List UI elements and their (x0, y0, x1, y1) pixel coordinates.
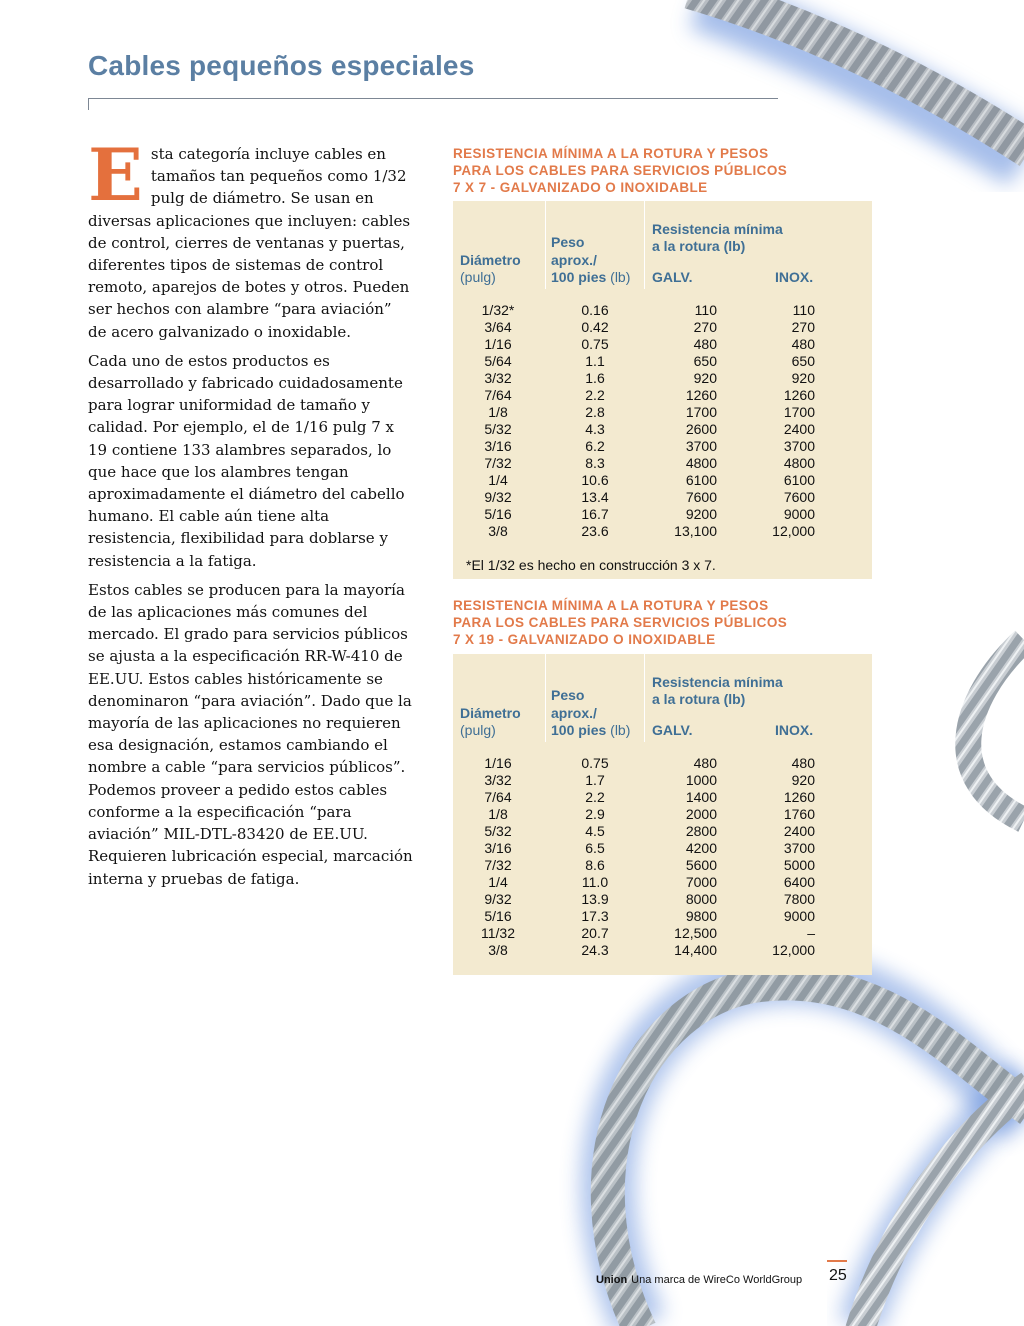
cell-inox: 650 (791, 353, 815, 369)
cell-inox: 920 (791, 370, 815, 386)
cell-inox: 920 (791, 772, 815, 788)
cell-diametro: 1/8 (488, 806, 508, 822)
cell-galv: 270 (693, 319, 717, 335)
cell-galv: 8000 (685, 891, 717, 907)
cell-diametro: 3/16 (484, 840, 512, 856)
cell-galv: 5600 (685, 857, 717, 873)
cell-diametro: 3/8 (488, 523, 508, 539)
cell-peso: 13.4 (581, 489, 609, 505)
table2-header-lb: (lb) (610, 722, 631, 738)
table1 (453, 201, 872, 579)
dropcap: E (88, 132, 143, 217)
page-number: 25 (829, 1267, 847, 1284)
cell-diametro: 11/32 (481, 925, 515, 941)
cell-galv: 1000 (685, 772, 717, 788)
cell-inox: 7600 (783, 489, 815, 505)
table-row (453, 438, 872, 455)
table2-header-100pies (551, 722, 630, 739)
cell-inox: 4800 (783, 455, 815, 471)
table-row (453, 404, 872, 421)
footer-accent-rule (827, 1260, 847, 1262)
cell-peso: 2.8 (585, 404, 605, 420)
cell-inox: 1260 (783, 387, 815, 403)
cell-peso: 2.9 (585, 806, 605, 822)
cell-inox: 3700 (783, 840, 815, 856)
cell-peso: 0.16 (581, 302, 609, 318)
cell-galv: 480 (693, 755, 717, 771)
cell-diametro: 7/32 (484, 857, 512, 873)
table1-header-aprox: aprox./ (551, 252, 597, 268)
table1-header-resistencia: Resistencia mínima (652, 221, 783, 237)
cell-diametro: 1/4 (488, 874, 508, 890)
cell-diametro: 3/8 (488, 942, 508, 958)
table2-header-peso: Peso (551, 687, 585, 703)
cell-inox: 1260 (783, 789, 815, 805)
footer-tagline: Una marca de WireCo WorldGroup (631, 1274, 803, 1286)
table-row (453, 891, 872, 908)
cell-galv: 2600 (685, 421, 717, 437)
table-row (453, 874, 872, 891)
table-row (453, 755, 872, 772)
table2-heading-line: PARA LOS CABLES PARA SERVICIOS PÚBLICOS (453, 615, 788, 630)
cell-galv: 1700 (685, 404, 717, 420)
cell-peso: 1.1 (585, 353, 605, 369)
body-text (88, 132, 414, 897)
table-row (453, 336, 872, 353)
cell-inox: 1700 (783, 404, 815, 420)
paragraph-3: Estos cables se producen para la mayoría de las aplicaciones más comunes del mercado. El grado para servicios públicos se ajusta a la especificación RR-W-410 de EE.UU. Estos cables históricamente se denominaron “para aviación”. Dado que la mayoría de las aplicaciones no requieren esa designación, estamos cambiando el nombre a cable “para servicios públicos”. Podemos proveer a pedido estos cables conforme a la especificación “para aviación” MIL-DTL-83420 de EE.UU. Requieren lubricación especial, marcación interna y pruebas de fatiga. (88, 580, 413, 888)
table1-header-pulg: (pulg) (460, 269, 496, 285)
table1-note: *El 1/32 es hecho en construcción 3 x 7. (466, 557, 716, 573)
table2-heading (453, 597, 787, 648)
cell-diametro: 5/64 (484, 353, 512, 369)
cell-galv: 7600 (685, 489, 717, 505)
cell-diametro: 3/64 (484, 319, 512, 335)
table1-header-resistencia-2: a la rotura (lb) (652, 238, 746, 254)
cell-diametro: 1/8 (488, 404, 508, 420)
cell-peso: 8.3 (585, 455, 605, 471)
cell-peso: 4.5 (585, 823, 605, 839)
table1-heading-line: RESISTENCIA MÍNIMA A LA ROTURA Y PESOS (453, 146, 769, 161)
table-row (453, 925, 872, 942)
cell-peso: 16.7 (581, 506, 609, 522)
table-row (453, 840, 872, 857)
cell-peso: 6.2 (585, 438, 605, 454)
title-rule-tick (88, 98, 89, 110)
cell-diametro: 5/16 (484, 506, 512, 522)
table2-header-resistencia-2: a la rotura (lb) (652, 691, 746, 707)
cell-galv: 1400 (685, 789, 717, 805)
cell-galv: 13,100 (674, 523, 717, 539)
cell-peso: 20.7 (581, 925, 609, 941)
cell-peso: 24.3 (581, 942, 609, 958)
cell-diametro: 1/4 (488, 472, 508, 488)
cell-peso: 8.6 (585, 857, 605, 873)
table1-divider (644, 201, 645, 289)
cell-diametro: 1/16 (484, 336, 512, 352)
cell-galv: 4200 (685, 840, 717, 856)
cell-galv: 2000 (685, 806, 717, 822)
footer (596, 1270, 802, 1288)
cell-galv: 7000 (685, 874, 717, 890)
cell-galv: 1260 (685, 387, 717, 403)
cell-inox: 2400 (783, 421, 815, 437)
cell-diametro: 3/32 (484, 370, 512, 386)
cell-peso: 0.75 (581, 336, 609, 352)
cell-peso: 6.5 (585, 840, 605, 856)
table-row (453, 523, 872, 540)
cell-galv: 650 (693, 353, 717, 369)
table-row (453, 455, 872, 472)
cell-peso: 13.9 (581, 891, 609, 907)
table-row (453, 370, 872, 387)
cell-peso: 4.3 (585, 421, 605, 437)
table-row (453, 942, 872, 959)
cell-peso: 17.3 (581, 908, 609, 924)
cell-inox: 12,000 (772, 523, 815, 539)
table-row (453, 506, 872, 523)
cell-diametro: 5/32 (484, 421, 512, 437)
table2-header-inox: INOX. (775, 722, 814, 738)
cell-diametro: 7/64 (484, 387, 512, 403)
table-row (453, 806, 872, 823)
cell-inox: 480 (791, 755, 815, 771)
page-title: Cables pequeños especiales (88, 50, 475, 81)
cell-peso: 23.6 (581, 523, 609, 539)
cell-inox: 5000 (783, 857, 815, 873)
table1-divider (545, 201, 546, 289)
table2-header-galv: GALV. (652, 722, 693, 738)
table2-header-100pies-text: 100 pies (551, 722, 607, 738)
table1-header-lb: (lb) (610, 269, 631, 285)
cell-inox: 9000 (783, 908, 815, 924)
table2 (453, 654, 872, 975)
cell-diametro: 3/16 (484, 438, 512, 454)
table-row (453, 823, 872, 840)
cell-galv: 480 (693, 336, 717, 352)
cell-diametro: 9/32 (484, 891, 512, 907)
footer-brand: Union (596, 1274, 628, 1286)
cell-peso: 2.2 (585, 789, 605, 805)
title-rule (88, 98, 778, 99)
cell-inox: 270 (791, 319, 815, 335)
cell-peso: 10.6 (581, 472, 609, 488)
cell-peso: 11.0 (581, 874, 609, 890)
cell-peso: 1.7 (585, 772, 605, 788)
table-row (453, 319, 872, 336)
paragraph-1-text: sta categoría incluye cables en tamaños tan pequeños como 1/32 pulg de diámetro. Se usan en diversas aplicaciones que incluyen: cables de control, cierres de ventanas y puertas, diferentes tipos de sistemas de control remoto, aparejos de botes y otros. Pueden ser hechos con alambre “para aviación” de acero galvanizado o inoxidable. (88, 145, 411, 341)
cell-peso: 0.75 (581, 755, 609, 771)
table1-heading-line: PARA LOS CABLES PARA SERVICIOS PÚBLICOS (453, 163, 788, 178)
table1-header-diametro: Diámetro (460, 252, 521, 268)
table-row (453, 387, 872, 404)
cell-diametro: 1/16 (484, 755, 512, 771)
cell-galv: 3700 (685, 438, 717, 454)
table1-header-100pies (551, 269, 630, 286)
cell-inox: 12,000 (772, 942, 815, 958)
cell-galv: 2800 (685, 823, 717, 839)
table-row (453, 857, 872, 874)
cell-inox: 3700 (783, 438, 815, 454)
table-row (453, 302, 872, 319)
table2-divider (644, 654, 645, 742)
table-row (453, 421, 872, 438)
cell-diametro: 3/32 (484, 772, 512, 788)
table2-header-resistencia: Resistencia mínima (652, 674, 783, 690)
table1-heading (453, 145, 787, 196)
cell-diametro: 7/32 (484, 455, 512, 471)
cell-peso: 0.42 (581, 319, 609, 335)
cell-galv: 6100 (685, 472, 717, 488)
cell-inox: 110 (792, 302, 815, 318)
cell-peso: 1.6 (585, 370, 605, 386)
table-row (453, 789, 872, 806)
cell-inox: 480 (791, 336, 815, 352)
table-row (453, 908, 872, 925)
cell-galv: 12,500 (674, 925, 717, 941)
table2-heading-line: 7 X 19 - GALVANIZADO O INOXIDABLE (453, 632, 716, 647)
cell-inox: 2400 (783, 823, 815, 839)
cell-galv: 110 (694, 302, 717, 318)
table-row (453, 772, 872, 789)
table1-header-100pies-text: 100 pies (551, 269, 607, 285)
cell-inox: 6100 (783, 472, 815, 488)
table-row (453, 472, 872, 489)
cell-galv: 9200 (685, 506, 717, 522)
table1-header-inox: INOX. (775, 269, 814, 285)
cell-galv: 920 (693, 370, 717, 386)
table2-divider (545, 654, 546, 742)
table2-header-diametro: Diámetro (460, 705, 521, 721)
cell-inox: 9000 (783, 506, 815, 522)
cell-inox: 7800 (783, 891, 815, 907)
cell-diametro: 1/32* (481, 302, 515, 318)
cell-galv: 14,400 (674, 942, 717, 958)
table1-header-galv: GALV. (652, 269, 693, 285)
cell-diametro: 7/64 (484, 789, 512, 805)
table-row (453, 353, 872, 370)
cell-diametro: 5/32 (484, 823, 512, 839)
table2-rows (453, 755, 872, 959)
table2-header-pulg: (pulg) (460, 722, 496, 738)
cell-inox: 1760 (783, 806, 815, 822)
table1-heading-line: 7 X 7 - GALVANIZADO O INOXIDABLE (453, 180, 708, 195)
paragraph-2: Cada uno de estos productos es desarrollado y fabricado cuidadosamente para lograr uniformidad de tamaño y calidad. Por ejemplo, el de 1/16 pulg 7 x 19 contiene 133 alambres separados, lo que hace que los alambres tengan aproximadamente el diámetro del cabello humano. El cable aún tiene alta resistencia, flexibilidad para doblarse y resistencia a la fatiga. (88, 351, 405, 570)
table2-header-aprox: aprox./ (551, 705, 597, 721)
cell-inox: – (807, 925, 815, 941)
paragraph-1 (88, 132, 414, 343)
cell-galv: 4800 (685, 455, 717, 471)
cell-inox: 6400 (783, 874, 815, 890)
cell-diametro: 5/16 (484, 908, 512, 924)
table1-rows (453, 302, 872, 540)
table-row (453, 489, 872, 506)
cell-peso: 2.2 (585, 387, 605, 403)
table2-heading-line: RESISTENCIA MÍNIMA A LA ROTURA Y PESOS (453, 598, 769, 613)
cell-galv: 9800 (685, 908, 717, 924)
cell-diametro: 9/32 (484, 489, 512, 505)
table1-header-peso: Peso (551, 234, 585, 250)
